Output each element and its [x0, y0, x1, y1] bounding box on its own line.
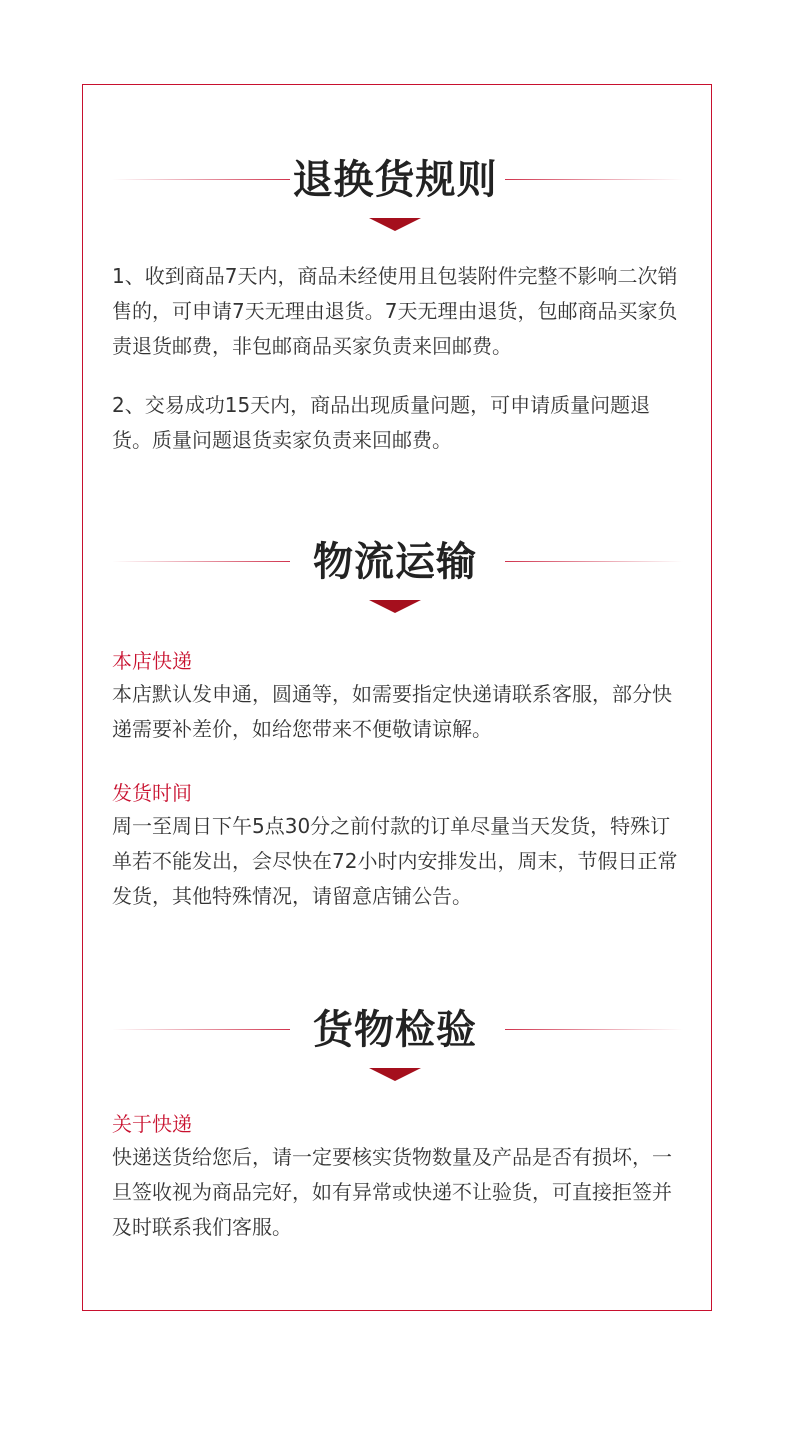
inspection-paragraph: 快递送货给您后，请一定要核实货物数量及产品是否有损坏，一旦签收视为商品完好，如有异常或快递不让验货，可直接拒签并及时联系我们客服。	[112, 1145, 672, 1239]
section-header-return-policy	[0, 156, 790, 246]
header-divider-right	[505, 561, 683, 562]
section-title: 物流运输	[313, 539, 477, 585]
subheading-shipping-time: 发货时间	[112, 781, 192, 805]
section-title: 货物检验	[313, 1007, 477, 1053]
policy-paragraph-2: 2、交易成功15天内，商品出现质量问题，可申请质量问题退货。质量问题退货卖家负责来回邮费。	[112, 393, 651, 452]
shipping-time-paragraph: 周一至周日下午5点30分之前付款的订单尽量当天发货，特殊订单若不能发出，会尽快在72小时内安排发出，周末，节假日正常发货，其他特殊情况，请留意店铺公告。	[112, 814, 678, 908]
section-title: 退换货规则	[292, 157, 498, 203]
down-triangle-icon	[369, 600, 421, 613]
section-header-logistics	[0, 538, 790, 628]
subheading-courier: 本店快递	[112, 649, 192, 673]
policy-paragraph-1: 1、收到商品7天内，商品未经使用且包装附件完整不影响二次销售的，可申请7天无理由退货。7天无理由退货，包邮商品买家负责退货邮费，非包邮商品买家负责来回邮费。	[112, 264, 678, 358]
down-triangle-icon	[369, 1068, 421, 1081]
header-divider-right	[505, 1029, 683, 1030]
header-divider-right	[505, 179, 683, 180]
courier-paragraph: 本店默认发申通，圆通等，如需要指定快递请联系客服，部分快递需要补差价，如给您带来不便敬请谅解。	[112, 682, 672, 741]
down-triangle-icon	[369, 218, 421, 231]
subheading-about-courier: 关于快递	[112, 1112, 192, 1136]
section-header-inspection	[0, 1006, 790, 1096]
